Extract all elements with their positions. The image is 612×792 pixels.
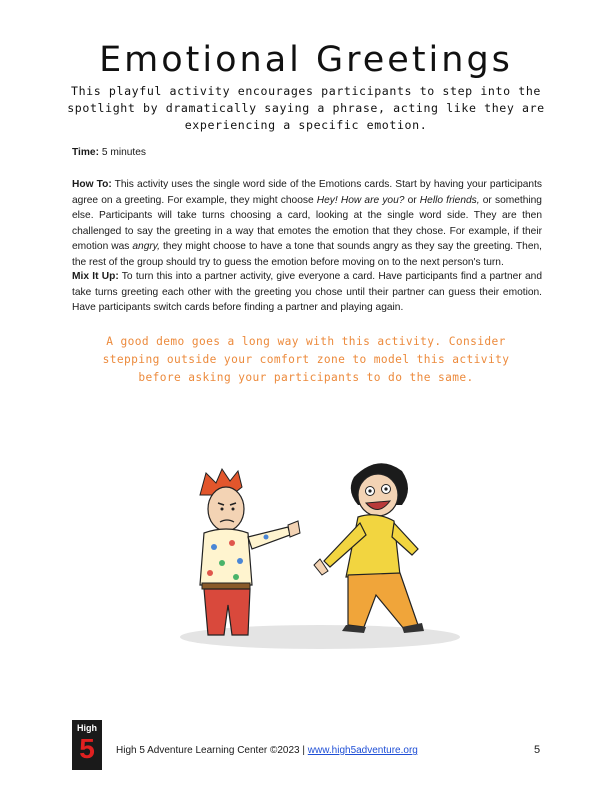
example-emotion: angry,: [132, 241, 160, 253]
footer-copyright: [116, 745, 418, 756]
time-label: Time:: [72, 147, 99, 158]
example-greeting-1: Hey! How are you?: [316, 194, 405, 206]
mix-it-up-text: To turn this into a partner activity, give everyone a card. Have participants find a partner and take turns greeting each other with the greeting you chose until their partner can guess their emotion. Have participants switch cards before finding a partner and playing again.: [72, 271, 542, 314]
how-to-paragraph: [72, 177, 542, 271]
how-to-text: or: [404, 194, 420, 206]
mix-it-up-label: Mix It Up:: [72, 271, 119, 282]
how-to-text: they might choose to have a tone that sounds angry as they say the greeting. Then, the rest of the group should try to guess the emotion before moving on to the next person's turn.: [72, 241, 542, 268]
time-paragraph: [72, 145, 542, 161]
example-greeting-2: Hello friends,: [419, 194, 480, 206]
facilitator-tip: A good demo goes a long way with this activity. Consider stepping outside your comfort zone to model this activity before asking your participants to do the same.: [102, 335, 510, 384]
how-to-label: How To:: [72, 179, 112, 190]
how-to-text: This activity uses the single word side of the Emotions cards. Start by having your participants agree on a greeting. For example, they might choose: [72, 179, 542, 206]
happy-person-figure: [314, 463, 424, 633]
page-subtitle: This playful activity encourages participants to step into the spotlight by dramatically saying a phrase, acting like they are experiencing a specific emotion.: [67, 84, 545, 132]
logo-text: High: [77, 723, 97, 733]
mix-it-up-paragraph: [72, 269, 542, 316]
footer-org: High 5 Adventure Learning Center ©2023 |: [116, 745, 308, 756]
logo-number: 5: [79, 733, 95, 764]
page-number: 5: [534, 744, 541, 756]
greeting-illustration: [170, 425, 460, 655]
page-title: Emotional Greetings: [99, 40, 513, 80]
high5-logo: [72, 720, 102, 770]
time-text: 5 minutes: [99, 147, 146, 158]
angry-person-figure: [200, 469, 300, 635]
how-to-text: or something else. Participants will take turns choosing a card, looking at the single word side. They are then challenged to say the greeting in a way that emotes the emotion that they chose. For example, if their emotion was: [72, 194, 542, 253]
website-link[interactable]: www.high5adventure.org: [307, 745, 418, 756]
